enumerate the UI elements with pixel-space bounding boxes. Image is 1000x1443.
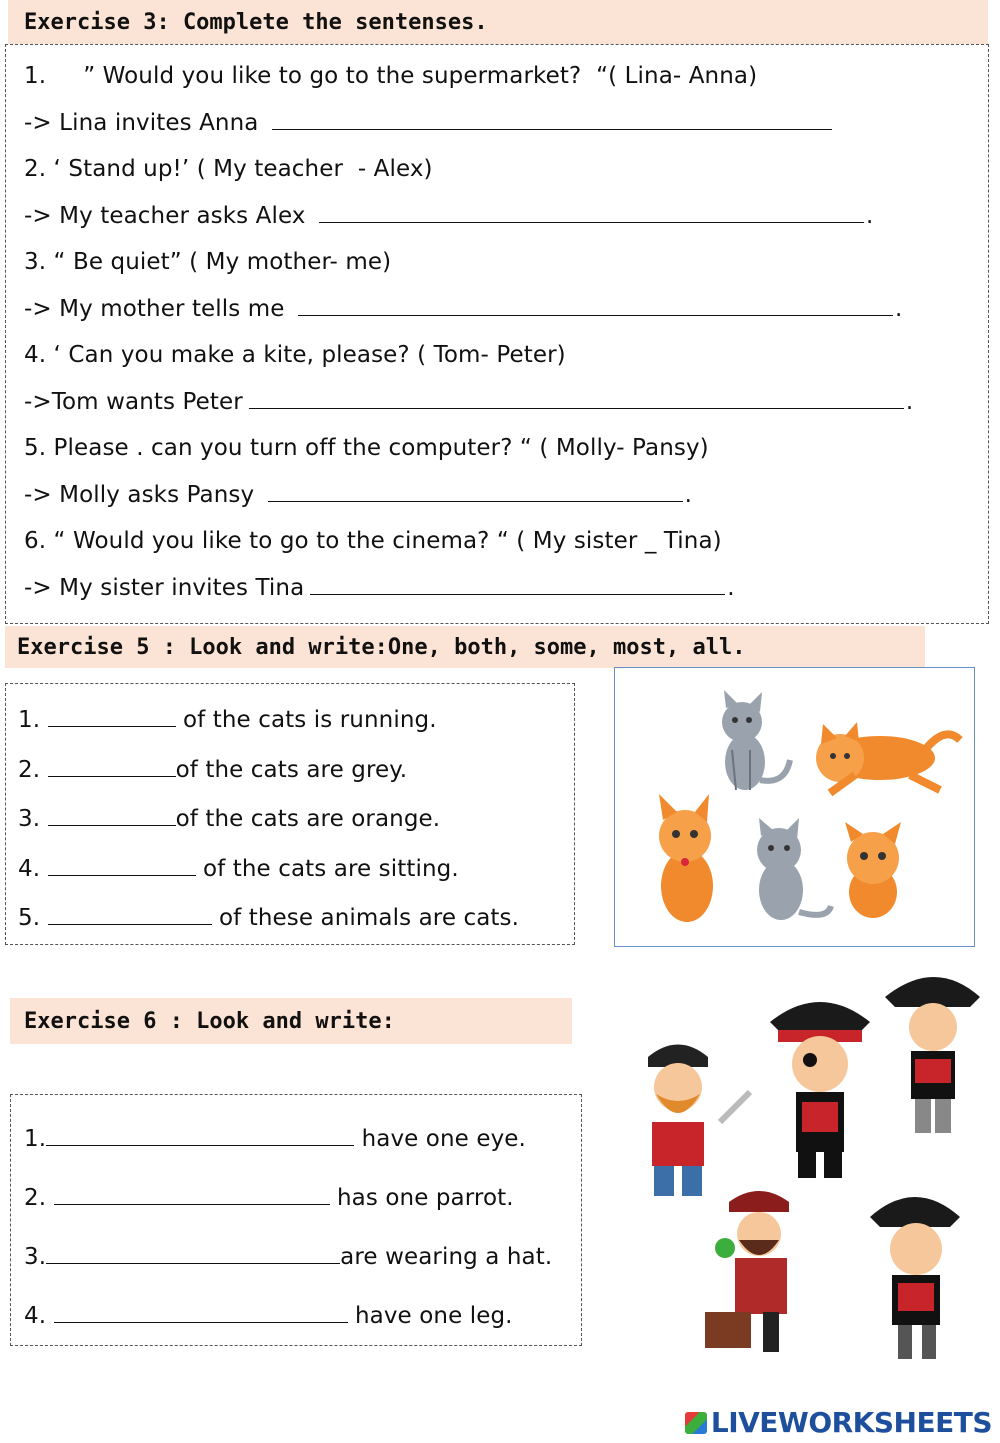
- exercise5-line: [18, 756, 407, 783]
- sentence-text: 4. ‘ Can you make a kite, please? ( Tom- Peter): [24, 342, 566, 368]
- item-number: 2.: [18, 757, 48, 783]
- exercise6-line: [24, 1243, 552, 1270]
- grey-cat-icon: [722, 690, 790, 790]
- sentence-text: of the cats are grey.: [175, 757, 408, 783]
- answer-blank[interactable]: [268, 481, 683, 502]
- pirates-picture: [600, 962, 1000, 1372]
- item-number: 1.: [18, 707, 48, 733]
- answer-blank[interactable]: [249, 388, 904, 409]
- answer-blank[interactable]: [46, 1125, 354, 1146]
- sentence-text: 1. ” Would you like to go to the supermarket? “( Lina- Anna): [24, 63, 758, 89]
- logo-text: LIVEWORKSHEETS: [710, 1406, 992, 1439]
- sentence-text: -> My mother tells me: [24, 296, 292, 322]
- item-number: 4.: [18, 856, 48, 882]
- exercise5-line: [18, 855, 459, 882]
- exercise3-line: [24, 109, 834, 136]
- answer-blank[interactable]: [48, 904, 212, 925]
- exercise5-title: Exercise 5 : Look and write:One, both, some, most, all.: [17, 634, 746, 660]
- exercise6-box: [10, 1094, 582, 1346]
- answer-blank[interactable]: [48, 805, 176, 826]
- sentence-text: of these animals are cats.: [211, 905, 520, 931]
- sentence-text: are wearing a hat.: [340, 1244, 553, 1270]
- item-number: 5.: [18, 905, 48, 931]
- sentence-text: -> My teacher asks Alex: [24, 203, 313, 229]
- item-number: 1.: [24, 1126, 47, 1152]
- answer-blank[interactable]: [310, 574, 725, 595]
- answer-blank[interactable]: [272, 109, 832, 130]
- item-number: 4.: [24, 1303, 54, 1329]
- answer-blank[interactable]: [48, 706, 176, 727]
- sentence-end: .: [865, 203, 874, 229]
- exercise5-line: [18, 805, 440, 832]
- exercise6-line: [24, 1302, 513, 1329]
- exercise3-header: [8, 0, 988, 44]
- sentence-text: 6. “ Would you like to go to the cinema? “ ( My sister _ Tina): [24, 528, 722, 554]
- sentence-text: has one parrot.: [329, 1185, 514, 1211]
- exercise3-line: [24, 528, 722, 554]
- sentence-text: of the cats are orange.: [175, 806, 441, 832]
- answer-blank[interactable]: [48, 756, 176, 777]
- sentence-end: .: [894, 296, 903, 322]
- sentence-text: 3. “ Be quiet” ( My mother- me): [24, 249, 392, 275]
- hat-pirate-icon: [885, 977, 980, 1133]
- sentence-text: of the cats are sitting.: [195, 856, 459, 882]
- exercise3-line: [24, 249, 391, 275]
- cats-picture: [615, 668, 973, 945]
- item-number: 3.: [24, 1244, 47, 1270]
- sentence-text: ->Tom wants Peter: [24, 389, 243, 415]
- answer-blank[interactable]: [319, 202, 864, 223]
- sentence-text: -> Molly asks Pansy: [24, 482, 262, 508]
- exercise3-line: [24, 435, 709, 461]
- sentence-text: 5. Please . can you turn off the computer? “ ( Molly- Pansy): [24, 435, 709, 461]
- exercise6-line: [24, 1184, 514, 1211]
- sentence-text: -> My sister invites Tina: [24, 575, 305, 601]
- orange-sitting-cat-icon: [659, 794, 713, 922]
- parrot-pirate-icon: [705, 1191, 789, 1352]
- answer-blank[interactable]: [48, 855, 196, 876]
- answer-blank[interactable]: [54, 1184, 330, 1205]
- exercise5-header: [5, 626, 925, 668]
- exercise6-title: Exercise 6 : Look and write:: [24, 1008, 395, 1034]
- parrot-icon: [715, 1238, 735, 1258]
- exercise5-line: [18, 706, 437, 733]
- exercise5-line: [18, 904, 519, 931]
- sentence-text: -> Lina invites Anna: [24, 110, 266, 136]
- exercise3-line: [24, 295, 902, 322]
- cats-picture-frame: [614, 667, 975, 947]
- sentence-text: have one leg.: [347, 1303, 513, 1329]
- exercise3-line: [24, 63, 757, 89]
- grey-cat-icon: [757, 818, 831, 920]
- bearded-pirate-icon: [648, 1045, 750, 1197]
- liveworksheets-logo: [685, 1406, 992, 1439]
- exercise5-box: [5, 683, 575, 945]
- answer-blank[interactable]: [46, 1243, 340, 1264]
- hook-pirate-icon: [870, 1197, 960, 1359]
- item-number: 2.: [24, 1185, 54, 1211]
- exercise3-title: Exercise 3: Complete the sentenses.: [24, 9, 488, 35]
- sentence-text: of the cats is running.: [175, 707, 437, 733]
- orange-kitten-icon: [845, 822, 901, 918]
- item-number: 3.: [18, 806, 48, 832]
- sentence-end: .: [905, 389, 914, 415]
- exercise3-line: [24, 342, 566, 368]
- eyepatch-pirate-icon: [770, 1002, 870, 1178]
- sentence-text: 2. ‘ Stand up!’ ( My teacher - Alex): [24, 156, 433, 182]
- exercise3-line: [24, 202, 873, 229]
- answer-blank[interactable]: [54, 1302, 348, 1323]
- sentence-end: .: [684, 482, 693, 508]
- logo-mark-icon: [685, 1412, 707, 1434]
- exercise3-line: [24, 156, 433, 182]
- orange-running-cat-icon: [816, 722, 960, 793]
- sentence-end: .: [727, 575, 735, 601]
- sentence-text: have one eye.: [354, 1126, 526, 1152]
- answer-blank[interactable]: [298, 295, 893, 316]
- exercise6-line: [24, 1125, 526, 1152]
- exercise3-line: [24, 574, 735, 601]
- exercise3-line: [24, 481, 692, 508]
- exercise3-line: [24, 388, 913, 415]
- exercise3-box: [5, 44, 989, 624]
- exercise6-header: [10, 998, 572, 1044]
